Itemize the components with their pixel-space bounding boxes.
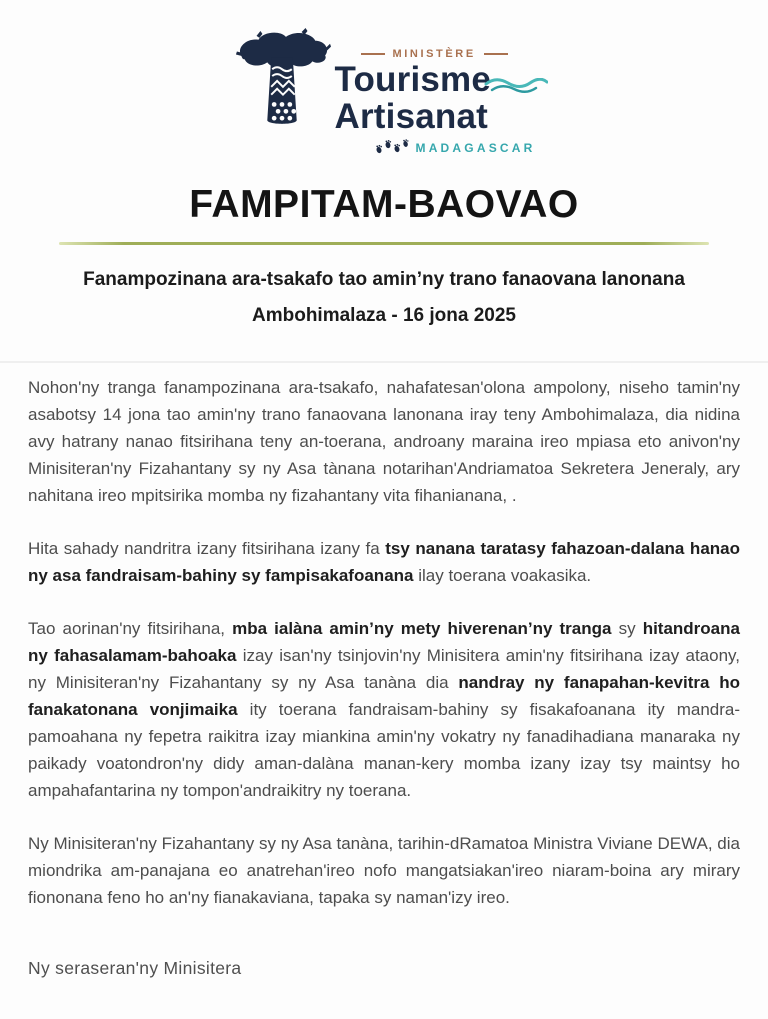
wave-icon	[484, 65, 548, 102]
baobab-tree-icon	[233, 28, 331, 133]
signature: Ny seraseran'ny Minisitera	[28, 958, 242, 978]
paragraph-1: Nohon'ny tranga fanampozinana ara-tsakafo, nahafatesan'olona ampolony, niseho tamin'ny asabotsy 14 jona tao amin'ny trano fanaovana lanonana iray teny Ambohimalaza, dia nidina avy hatrany nanao fitsirihana teny an-toerana, androany maraina ireo mpiasa eto anivon'ny Minisiteran'ny Fizahantany sy ny Asa tànana notarihan'Andriamatoa Sekretera Jeneraly, ary nahitana ireo mpitsirika momba ny fizahantany vita fihanianana, .	[28, 377, 740, 505]
dash-left	[361, 53, 385, 55]
logo-brand-line2: Artisanat	[334, 96, 489, 136]
dash-right	[484, 53, 508, 55]
logo-country-label: MADAGASCAR	[415, 141, 536, 155]
paragraph-2: Hita sahady nandritra izany fitsirihana izany fa tsy nanana taratasy fahazoan-dalana hanao ny asa fandraisam-bahiny sy fampisakafoanana ilay toerana voakasika.	[28, 538, 740, 585]
logo-ministere-label: MINISTÈRE	[392, 48, 476, 60]
paragraph-3: Tao aorinan'ny fitsirihana, mba ialàna amin’ny mety hiverenan’ny tranga sy hitandroana ny fahasalamam-bahoaka izay isan'ny tsinjovin'ny Minisitera amin'ny fitsirihana izay ataony, ny Minisiteran'ny Fizahantany sy ny Asa tanàna dia nandray ny fanapahan-kevitra ho fanakatonana vonjimaika ity toerana fandraisam-bahiny sy fisakafoanana ity mandra-pamoahana ny fepetra raikitra izay miankina amin'ny vokatry ny fanadihadiana manaraka ny paikady voatondron'ny didy aman-dalàna manan-kery momba izany izay tsy maintsy ho ampahafantarina ny tompon'andraikitry ny toerana.	[28, 618, 741, 800]
logo-brand-line1: Tourisme	[335, 62, 536, 99]
olive-divider	[59, 242, 709, 245]
press-release-body	[0, 374, 768, 911]
ministry-logo	[0, 0, 768, 159]
paragraph-4: Ny Minisiteran'ny Fizahantany sy ny Asa tanàna, tarihin-dRamatoa Ministra Viviane DEWA, dia miondrika am-panajana eo anatrehan'ireo nofo mangatsiakan'ireo niaram-boina ary mirary fiononana feno ho an'ny fianakaviana, tapaka sy naman'izy ireo.	[28, 833, 740, 907]
subtitle-line1: Fanampozinana ara-tsakafo tao amin’ny trano fanaovana lanonana	[83, 268, 685, 290]
subtitle-line2: Ambohimalaza - 16 jona 2025	[252, 304, 516, 326]
logo-text-lockup	[335, 28, 536, 159]
gray-divider	[0, 361, 768, 363]
logo-ministere-row	[335, 48, 536, 60]
footprints-icon	[375, 138, 409, 159]
logo-country-row	[335, 138, 536, 159]
subtitle	[0, 262, 768, 334]
page-title: FAMPITAM-BAOVAO	[189, 182, 579, 226]
